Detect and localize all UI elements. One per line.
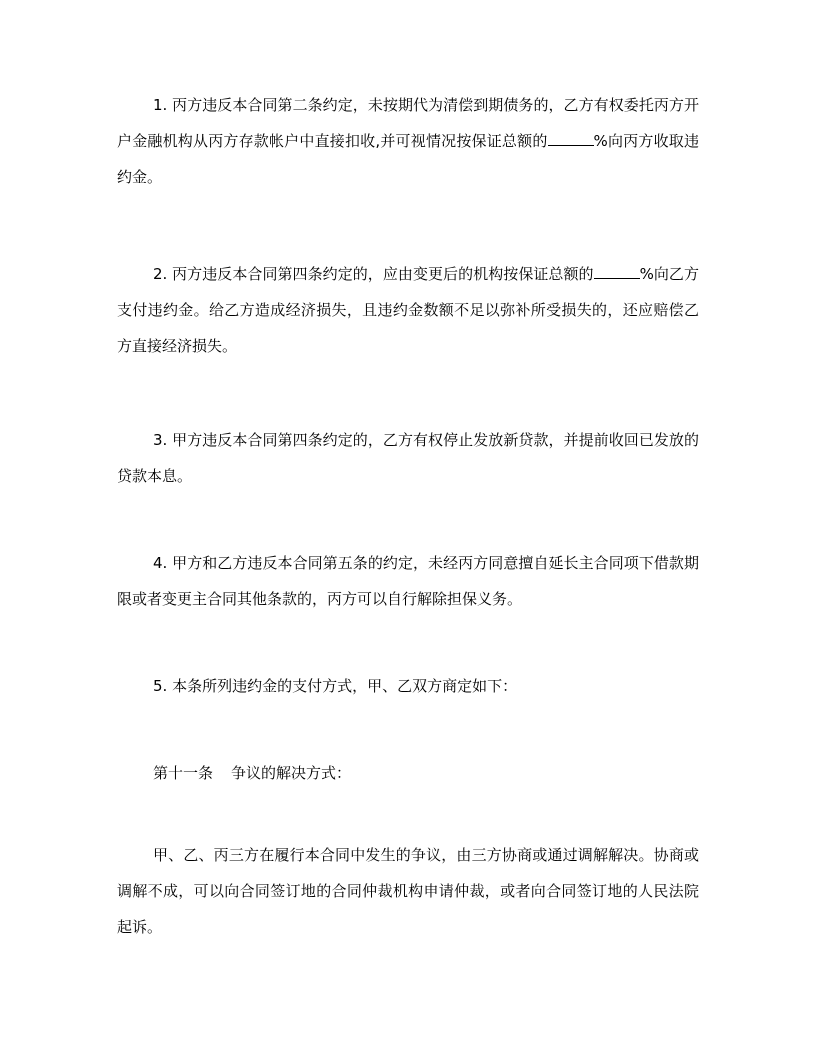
clause-2-text-after: %向乙方支付违约金。给乙方造成经济损失，且违约金数额不足以弥补所受损失的，还应赔偿乙方直接经济损失。 <box>117 265 699 355</box>
article-11-heading <box>117 755 699 791</box>
fill-in-blank[interactable] <box>594 264 640 279</box>
clause-1-text-after: %向丙方收取违约金。 <box>117 132 699 186</box>
clause-4-paragraph: 4. 甲方和乙方违反本合同第五条的约定，未经丙方同意擅自延长主合同项下借款期限或者变更主合同其他条款的，丙方可以自行解除担保义务。 <box>117 554 699 608</box>
clause-3-paragraph: 3. 甲方违反本合同第四条约定的，乙方有权停止发放新贷款，并提前收回已发放的贷款本息。 <box>117 431 699 485</box>
clause-5-paragraph: 5. 本条所列违约金的支付方式，甲、乙双方商定如下： <box>153 677 518 695</box>
clause-2-text-before: 2. 丙方违反本合同第四条约定的，应由变更后的机构按保证总额的 <box>153 265 594 283</box>
clause-2-paragraph <box>117 256 699 364</box>
article-11-number: 第十一条 <box>153 764 214 782</box>
article-11-title: 争议的解决方式： <box>231 764 352 782</box>
fill-in-blank[interactable] <box>548 131 594 146</box>
dispute-resolution-paragraph: 甲、乙、丙三方在履行本合同中发生的争议，由三方协商或通过调解解决。协商或调解不成，可以向合同签订地的合同仲裁机构申请仲裁，或者向合同签订地的人民法院起诉。 <box>117 846 699 936</box>
clause-1-text-before: 1. 丙方违反本合同第二条约定，未按期代为清偿到期债务的，乙方有权委托丙方开户金融机构从丙方存款帐户中直接扣收,并可视情况按保证总额的 <box>117 96 699 150</box>
clause-1-paragraph <box>117 87 699 195</box>
